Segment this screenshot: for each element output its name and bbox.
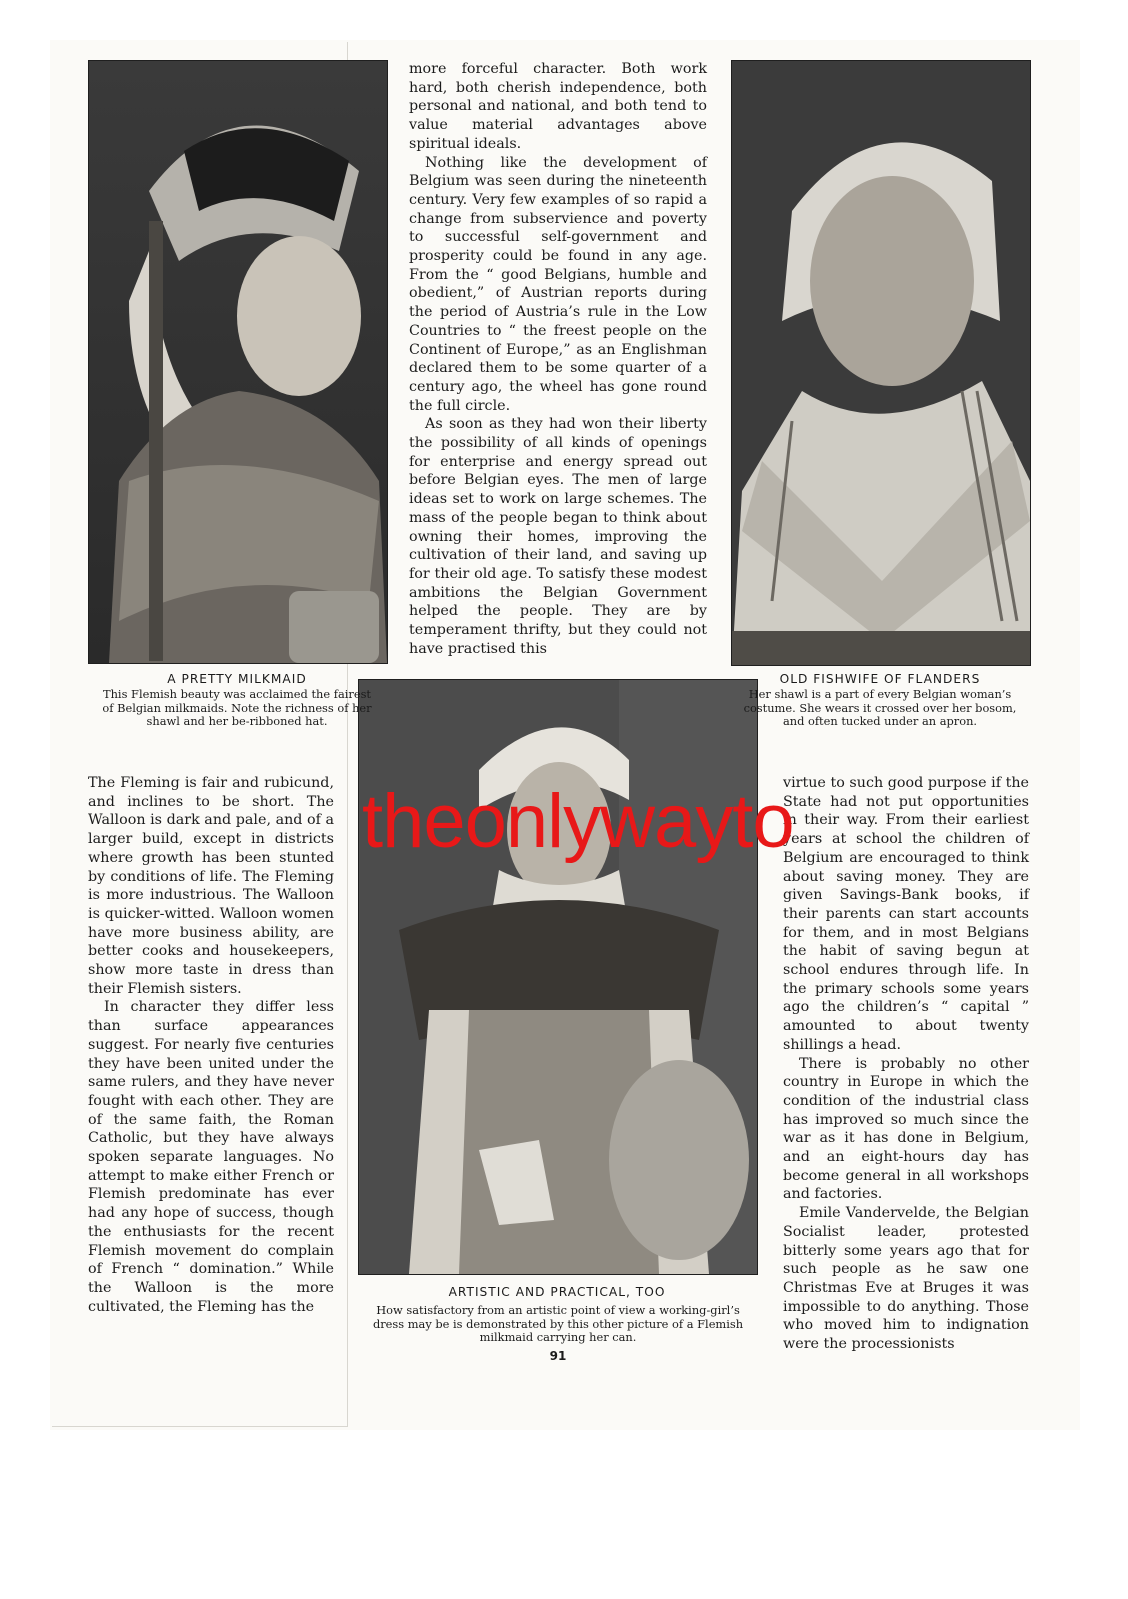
- article-column-top-middle: [409, 60, 707, 659]
- photo-old-fishwife: [731, 60, 1031, 666]
- caption-body-artistic: How satisfactory from an artistic point of view a working-girl’s dress may be is demonstrated by this other picture of a Flemish milkmaid carrying her can.: [372, 1303, 744, 1345]
- paragraph: In character they differ less than surface appearances suggest. For nearly five centuries they have been united under the same rulers, and they have never fought with each other. They are of the same faith, the Roman Catholic, but they have always spoken separate languages. No attempt to make either French or Flemish predominate has ever had any hope of success, though the enthusiasts for the recent Flemish movement do complain of French “ domination.” While the Walloon is the more cultivated, the Fleming has the: [88, 999, 334, 1315]
- caption-title-artistic: ARTISTIC AND PRACTICAL, TOO: [448, 1285, 666, 1299]
- page-number: 91: [549, 1349, 567, 1363]
- article-column-lower-right: [783, 774, 1029, 1354]
- caption-body-fishwife: Her shawl is a part of every Belgian woman’s costume. She wears it crossed over her bosom, and often tucked under an apron.: [743, 687, 1017, 729]
- photo-artistic-and-practical: [358, 679, 758, 1275]
- paragraph: virtue to such good purpose if the State had not put opportunities in their way. From their earliest years at school the children of Belgium are encouraged to think about saving money. They are given Savings-Bank books, if their parents can start accounts for them, and in most Belgians the habit of saving begun at school endures through life. In the primary schools some years ago the children’s “ capital ” amounted to about twenty shillings a head.: [783, 775, 1029, 1053]
- paragraph: Nothing like the development of Belgium was seen during the nineteenth century. Very few examples of so rapid a change from subservience and poverty to successful self-government and prosperity could be found in any age. From the “ good Belgians, humble and obedient,” of Austrian reports during the period of Austria’s rule in the Low Countries to “ the freest people on the Continent of Europe,” as an Englishman declared them to be some quarter of a century ago, the wheel has gone round the full circle.: [409, 154, 707, 414]
- caption-title-milkmaid: A PRETTY MILKMAID: [167, 672, 307, 686]
- caption-body-milkmaid: This Flemish beauty was acclaimed the fairest of Belgian milkmaids. Note the richness of her shawl and her be-ribboned hat.: [102, 687, 372, 729]
- article-column-lower-left: [88, 774, 334, 1316]
- watermark: theonlywayto: [362, 779, 794, 864]
- caption-title-fishwife: OLD FISHWIFE OF FLANDERS: [779, 672, 981, 686]
- photo-pretty-milkmaid: [88, 60, 388, 664]
- paragraph: more forceful character. Both work hard, both cherish independence, both personal and national, and both tend to value material advantages above spiritual ideals.: [409, 61, 707, 152]
- page-edge-line: [52, 1426, 348, 1427]
- paragraph: As soon as they had won their liberty the possibility of all kinds of openings for enterprise and energy spread out before Belgian eyes. The men of large ideas set to work on large schemes. The mass of the people began to think about owning their homes, improving the cultivation of their land, and saving up for their old age. To satisfy these modest ambitions the Belgian Government helped the people. They are by temperament thrifty, but they could not have practised this: [409, 416, 707, 657]
- paragraph: The Fleming is fair and rubicund, and inclines to be short. The Walloon is dark and pale, and of a larger build, except in districts where growth has been stunted by conditions of life. The Fleming is more industrious. The Walloon is quicker-witted. Walloon women have more business ability, are better cooks and housekeepers, show more taste in dress than their Flemish sisters.: [88, 775, 334, 997]
- paragraph: There is probably no other country in Europe in which the condition of the industrial class has improved so much since the war as it has done in Belgium, and an eight-hours day has become general in all workshops and factories.: [783, 1055, 1029, 1203]
- paragraph: Emile Vandervelde, the Belgian Socialist leader, protested bitterly some years ago that for such people as he saw one Christmas Eve at Bruges it was impossible to do anything. Those who moved him to indignation were the processionists: [783, 1205, 1029, 1353]
